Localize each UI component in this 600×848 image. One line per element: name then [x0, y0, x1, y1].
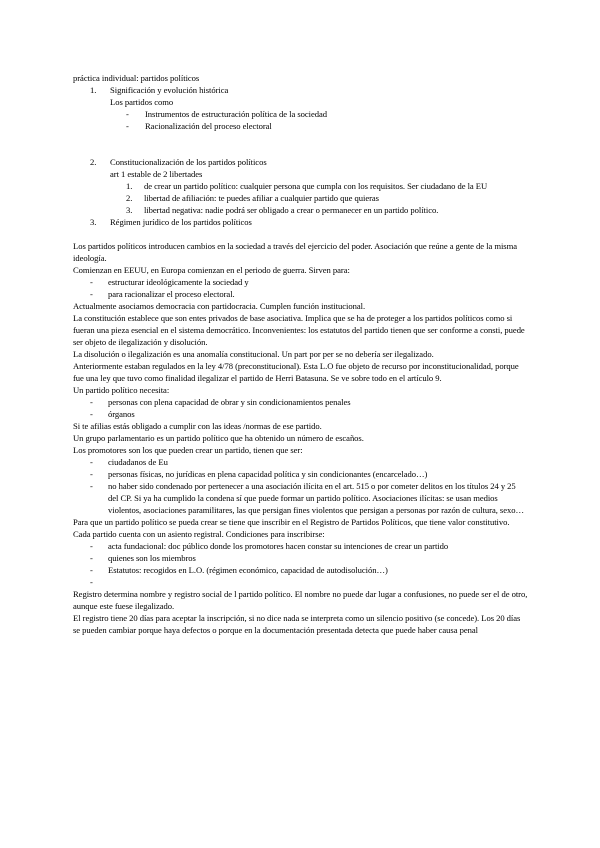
bullet-dash: - [90, 481, 93, 491]
bullet-dash: - [90, 409, 93, 419]
paragraph: El registro tiene 20 días para aceptar la inscripción, si no dice nada se interpreta como un silencio positivo (se concede). Los 20 días se pueden cambiar porque haya defectos o porque en la documentación presentada detecta que puede haber causa penal [73, 613, 521, 635]
bullet-dash: - [90, 565, 93, 575]
bullet-dash: - [90, 541, 93, 551]
list-item [73, 288, 528, 300]
bullet-dash: - [90, 553, 93, 563]
outline-intro: art 1 estable de 2 libertades [110, 169, 203, 179]
paragraph: Si te afilias estás obligado a cumplir con las ideas /normas de ese partido. [73, 421, 322, 431]
paragraph: Actualmente asociamos democracia con partidocracia. Cumplen función institucional. [73, 301, 366, 311]
document-title: práctica individual: partidos políticos [73, 73, 200, 83]
list-item-text: para racionalizar el proceso electoral. [108, 289, 235, 299]
list-item [73, 276, 528, 288]
list-item [73, 576, 528, 588]
list-item-text: libertad negativa: nadie podrá ser obligado a crear o permanecer en un partido político. [144, 205, 439, 215]
list-item [73, 192, 528, 204]
outline-number: 2. [90, 157, 97, 167]
list-item-text: Instrumentos de estructuración política de la sociedad [145, 109, 328, 119]
list-item-text: estructurar ideológicamente la sociedad y [108, 277, 249, 287]
list-item [73, 204, 528, 216]
paragraph: La disolución o ilegalización es una anomalía constitucional. Un part por per se no debería ser ilegalizado. [73, 349, 434, 359]
list-item-text: de crear un partido político: cualquier persona que cumpla con los requisitos. Ser ciudadano de la EU [144, 181, 488, 191]
list-item-text: Estatutos: recogidos en L.O. (régimen económico, capacidad de autodisolución…) [108, 565, 388, 575]
list-item [73, 468, 528, 480]
document-body [73, 72, 528, 636]
bullet-dash: - [90, 397, 93, 407]
list-item [73, 120, 528, 132]
list-item [73, 564, 528, 576]
list-item [73, 408, 528, 420]
bullet-dash: - [90, 289, 93, 299]
outline-number: 1. [90, 85, 97, 95]
list-number: 2. [126, 193, 133, 203]
bullet-dash: - [90, 277, 93, 287]
outline-section-2 [73, 156, 528, 168]
list-item-text: acta fundacional: doc público donde los promotores hacen constar su intenciones de crear un partido [108, 541, 449, 551]
list-item-text: ciudadanos de Eu [108, 457, 168, 467]
list-item-text: no haber sido condenado por pertenecer a una asociación ilícita en el art. 515 o por cometer delitos en los títulos 24 y 25 del CP. Si ya ha cumplido la condena sí que puede formar un partido político. Asociaciones ilícitas: se usan medios violentos, asociaciones paramilitares, las que persigan fines violentos que persigan a personas por razón de cultura, sexo… [108, 481, 525, 515]
bullet-dash: - [126, 121, 129, 131]
paragraph: Comienzan en EEUU, en Europa comienzan en el periodo de guerra. Sirven para: [73, 265, 350, 275]
list-item-text: órganos [108, 409, 135, 419]
list-item-text: quienes son los miembros [108, 553, 196, 563]
outline-heading: Significación y evolución histórica [110, 85, 229, 95]
outline-number: 3. [90, 217, 97, 227]
list-item [73, 540, 528, 552]
list-item-text: Racionalización del proceso electoral [145, 121, 272, 131]
bullet-dash: - [90, 577, 93, 587]
paragraph: La constitución establece que son entes privados de base asociativa. Implica que se ha de proteger a los partidos políticos como si fueran una pieza esencial en el sistema democrático. Inconvenientes: los estatutos del partido tienen que ser conforme a consti, puede ser objeto de ilegalización y disolución. [73, 313, 525, 347]
paragraph: Para que un partido político se pueda crear se tiene que inscribir en el Registro de Partidos Políticos, que tiene valor constitutivo. Cada partido cuenta con un asiento registral. Condiciones para inscribirse: [73, 517, 510, 539]
outline-section-3 [73, 216, 528, 228]
paragraph: Los partidos políticos introducen cambios en la sociedad a través del ejercicio del poder. Asociación que reúne a gente de la misma ideología. [73, 241, 517, 263]
list-item-text: personas con plena capacidad de obrar y sin condicionamientos penales [108, 397, 351, 407]
list-item-text: libertad de afiliación: te puedes afiliar a cualquier partido que quieras [144, 193, 379, 203]
paragraph: Registro determina nombre y registro social de l partido político. El nombre no puede dar lugar a confusiones, no puede ser el de otro, aunque este fuese ilegalizado. [73, 589, 528, 611]
outline-intro: Los partidos como [110, 97, 174, 107]
list-item [73, 456, 528, 468]
paragraph: Anteriormente estaban regulados en la ley 4/78 (preconstitucional). Esta L.O fue objeto de recurso por inconstitucionalidad, porque fue una ley que tuvo como finalidad ilegalizar el partido de Herri Batasuna. Se ve sobre todo en el artículo 9. [73, 361, 519, 383]
list-item [73, 552, 528, 564]
list-item-text: personas físicas, no jurídicas en plena capacidad política y sin condicionantes (encarcelado…) [108, 469, 428, 479]
list-item [73, 108, 528, 120]
list-item [73, 396, 528, 408]
list-item [73, 480, 528, 516]
bullet-dash: - [90, 469, 93, 479]
list-number: 1. [126, 181, 133, 191]
paragraph: Los promotores son los que pueden crear un partido, tienen que ser: [73, 445, 303, 455]
bullet-dash: - [90, 457, 93, 467]
list-number: 3. [126, 205, 133, 215]
bullet-dash: - [126, 109, 129, 119]
outline-heading: Constitucionalización de los partidos políticos [110, 157, 267, 167]
paragraph: Un grupo parlamentario es un partido político que ha obtenido un número de escaños. [73, 433, 364, 443]
paragraph: Un partido político necesita: [73, 385, 170, 395]
outline-section-1 [73, 84, 528, 96]
list-item [73, 180, 528, 192]
outline-heading: Régimen jurídico de los partidos políticos [110, 217, 252, 227]
